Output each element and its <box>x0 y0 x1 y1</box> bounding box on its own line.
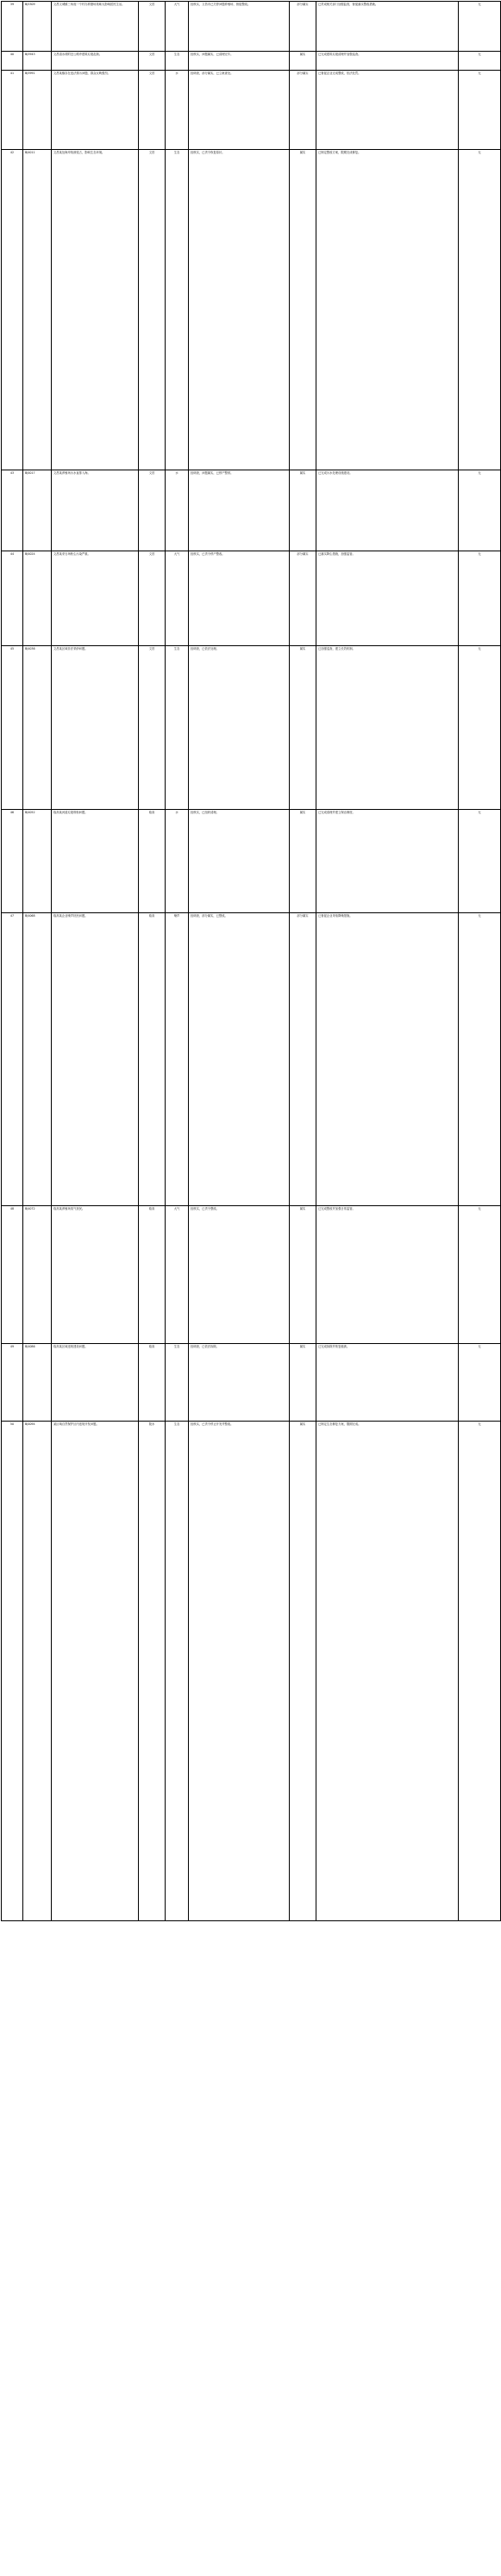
pollution-type: 噪声 <box>173 914 180 918</box>
district: 临高 <box>148 914 155 918</box>
district: 陵水 <box>148 1422 155 1426</box>
district-cell <box>139 1422 166 1921</box>
case-id-cell <box>23 646 52 810</box>
investigation-result: 经调查，问题属实，已停产整顿。 <box>191 471 234 475</box>
district: 文昌 <box>148 151 155 154</box>
pollution-type-cell <box>166 71 189 150</box>
accountability: 无 <box>478 914 481 918</box>
accountability: 无 <box>478 811 481 814</box>
verification-status: 属实 <box>299 471 306 475</box>
table-row <box>2 1422 501 1921</box>
pollution-type-cell <box>166 1422 189 1921</box>
case-id-cell <box>23 1422 52 1921</box>
investigation-result-cell <box>189 150 290 470</box>
case-id-cell <box>23 150 52 470</box>
table-row <box>2 71 501 150</box>
accountability-cell <box>459 1422 501 1921</box>
rectification-measures-cell <box>316 52 459 71</box>
complaint-table <box>1 1 501 1921</box>
table-row <box>2 810 501 913</box>
pollution-type-cell <box>166 646 189 810</box>
verification-status-cell <box>290 551 316 646</box>
rectification-measures-cell <box>316 646 459 810</box>
pollution-type: 生态 <box>173 151 180 154</box>
accountability-cell <box>459 913 501 1206</box>
pollution-type: 水 <box>175 471 178 475</box>
case-id-cell <box>23 71 52 150</box>
case-id: BJ4017 <box>25 471 35 475</box>
row-number-cell <box>2 71 23 150</box>
investigation-result: 经核实，已组织清理。 <box>191 811 219 814</box>
case-id-cell <box>23 1344 52 1422</box>
complaint-description: 文昌文城镇三角庭一个村办养猪场臭味大影响居民生活。 <box>53 3 125 6</box>
row-number: 43 <box>9 471 15 475</box>
rectification-measures-cell <box>316 470 459 551</box>
case-id: BJ3943 <box>25 53 35 56</box>
verification-status: 部分属实 <box>297 552 309 556</box>
table-row <box>2 1344 501 1422</box>
row-number-cell <box>2 913 23 1206</box>
accountability-cell <box>459 470 501 551</box>
case-id-cell <box>23 2 52 52</box>
rectification-measures: 已落实降尘措施，加强监管。 <box>318 552 355 556</box>
case-id: BJ4024 <box>25 552 35 556</box>
row-number: 50 <box>9 1422 15 1426</box>
rectification-measures-cell <box>316 1344 459 1422</box>
case-id-cell <box>23 52 52 71</box>
pollution-type: 生态 <box>173 1422 180 1426</box>
verification-status: 部分属实 <box>297 3 309 6</box>
district-cell <box>139 1344 166 1422</box>
investigation-result-cell <box>189 2 290 52</box>
case-id-cell <box>23 551 52 646</box>
rectification-measures: 已完成整改并加强日常监管。 <box>318 1207 355 1210</box>
complaint-description-cell <box>52 810 139 913</box>
pollution-type-cell <box>166 150 189 470</box>
rectification-measures-cell <box>316 1206 459 1344</box>
rectification-measures: 已完成清理并建立保洁制度。 <box>318 811 355 814</box>
table-row <box>2 470 501 551</box>
complaint-description-cell <box>52 551 139 646</box>
complaint-description-cell <box>52 1344 139 1422</box>
complaint-description: 临高某河道垃圾堆积问题。 <box>53 811 88 814</box>
table-row <box>2 913 501 1206</box>
verification-status-cell <box>290 1206 316 1344</box>
verification-status: 属实 <box>299 647 306 650</box>
row-number-cell <box>2 551 23 646</box>
investigation-result: 经核实，已责令停产整改。 <box>191 552 225 556</box>
case-id: BJ4068 <box>25 914 35 918</box>
investigation-result-cell <box>189 551 290 646</box>
accountability-cell <box>459 1206 501 1344</box>
rectification-measures-cell <box>316 913 459 1206</box>
district-cell <box>139 551 166 646</box>
district-cell <box>139 646 166 810</box>
investigation-result: 经核实，文昌市已关停问题养殖场，督促整改。 <box>191 3 251 6</box>
complaint-description-cell <box>52 470 139 551</box>
case-id: BJ3991 <box>25 72 35 75</box>
verification-status-cell <box>290 646 316 810</box>
report-sheet <box>0 1 481 2576</box>
accountability-cell <box>459 150 501 470</box>
table-row <box>2 1206 501 1344</box>
accountability-cell <box>459 1344 501 1422</box>
verification-status-cell <box>290 1344 316 1422</box>
verification-status-cell <box>290 71 316 150</box>
investigation-result: 经核实，问题属实，已清理完毕。 <box>191 53 234 56</box>
district: 文昌 <box>148 471 155 475</box>
district: 临高 <box>148 1207 155 1210</box>
row-number-cell <box>2 1422 23 1921</box>
accountability-cell <box>459 71 501 150</box>
accountability-cell <box>459 52 501 71</box>
rectification-measures: 已完成拆除并恢复植被。 <box>318 1345 350 1348</box>
row-number-cell <box>2 810 23 913</box>
row-number-cell <box>2 646 23 810</box>
pollution-type-cell <box>166 2 189 52</box>
verification-status: 部分属实 <box>297 72 309 75</box>
verification-status: 属实 <box>299 1422 306 1426</box>
investigation-result: 经核实，已责令恢复原状。 <box>191 151 225 154</box>
rectification-measures: 已责成相关部门加强监管，督促落实整改措施。 <box>318 3 379 6</box>
investigation-result-cell <box>189 1206 290 1344</box>
table-row <box>2 52 501 71</box>
investigation-result-cell <box>189 52 290 71</box>
table-row <box>2 2 501 52</box>
complaint-description-cell <box>52 913 139 1206</box>
verification-status: 属实 <box>299 1345 306 1348</box>
pollution-type: 水 <box>175 811 178 814</box>
pollution-type-cell <box>166 470 189 551</box>
case-id: BJ4011 <box>25 151 35 154</box>
complaint-description: 文昌某区域非法采砂问题。 <box>53 647 88 650</box>
table-row <box>2 646 501 810</box>
pollution-type: 水 <box>175 72 178 75</box>
district-cell <box>139 150 166 470</box>
accountability: 无 <box>478 1345 481 1348</box>
verification-status-cell <box>290 150 316 470</box>
rectification-measures: 已制定整改方案，限期完成修复。 <box>318 151 361 154</box>
case-id: BJ4086 <box>25 1345 35 1348</box>
investigation-result-cell <box>189 646 290 810</box>
complaint-description: 文昌某镇存在违法排污问题，群众反映强烈。 <box>53 72 110 75</box>
row-number: 46 <box>9 811 15 814</box>
pollution-type: 大气 <box>173 552 180 556</box>
accountability-cell <box>459 2 501 52</box>
district-cell <box>139 2 166 52</box>
verification-status-cell <box>290 913 316 1206</box>
investigation-result: 经核实，已责令停止开发并整改。 <box>191 1422 234 1426</box>
district: 文昌 <box>148 647 155 650</box>
table-row <box>2 150 501 470</box>
district-cell <box>139 1206 166 1344</box>
row-number: 49 <box>9 1345 15 1348</box>
complaint-table-body <box>2 2 501 1921</box>
rectification-measures: 已督促企业采取降噪措施。 <box>318 914 353 918</box>
pollution-type-cell <box>166 52 189 71</box>
rectification-measures-cell <box>316 2 459 52</box>
rectification-measures-cell <box>316 71 459 150</box>
district: 文昌 <box>148 552 155 556</box>
case-id-cell <box>23 470 52 551</box>
pollution-type-cell <box>166 1206 189 1344</box>
rectification-measures-cell <box>316 551 459 646</box>
investigation-result-cell <box>189 810 290 913</box>
complaint-description-cell <box>52 2 139 52</box>
pollution-type-cell <box>166 810 189 913</box>
investigation-result-cell <box>189 1344 290 1422</box>
accountability-cell <box>459 551 501 646</box>
verification-status: 属实 <box>299 811 306 814</box>
complaint-description-cell <box>52 646 139 810</box>
complaint-description: 临高某企业噪声扰民问题。 <box>53 914 88 918</box>
row-number: 47 <box>9 914 15 918</box>
row-number: 42 <box>9 151 15 154</box>
verification-status: 属实 <box>299 53 306 56</box>
pollution-type: 生态 <box>173 647 180 650</box>
rectification-measures: 已完成建筑垃圾清理并加强巡查。 <box>318 53 361 56</box>
case-id-cell <box>23 1206 52 1344</box>
accountability: 无 <box>478 3 481 6</box>
pollution-type: 生态 <box>173 1345 180 1348</box>
case-id: BJ4052 <box>25 811 35 814</box>
district: 文昌 <box>148 53 155 56</box>
accountability: 无 <box>478 72 481 75</box>
complaint-description: 临高某养殖场臭气扰民。 <box>53 1207 85 1210</box>
district: 文昌 <box>148 72 155 75</box>
accountability: 无 <box>478 53 481 56</box>
investigation-result: 经调查，已依法处理。 <box>191 647 219 650</box>
complaint-description: 文昌某养殖场污水直排入海。 <box>53 471 91 475</box>
verification-status-cell <box>290 52 316 71</box>
accountability: 无 <box>478 151 481 154</box>
verification-status: 属实 <box>299 151 306 154</box>
case-id: BJ4036 <box>25 647 35 650</box>
accountability: 无 <box>478 471 481 475</box>
complaint-description: 文昌某处海岸线被侵占，影响生态环境。 <box>53 151 105 154</box>
complaint-description-cell <box>52 150 139 470</box>
row-number-cell <box>2 1344 23 1422</box>
verification-status-cell <box>290 470 316 551</box>
accountability: 无 <box>478 1207 481 1210</box>
complaint-description: 某区域自然保护区内违规开发问题。 <box>53 1422 99 1426</box>
district-cell <box>139 913 166 1206</box>
investigation-result-cell <box>189 913 290 1206</box>
pollution-type-cell <box>166 913 189 1206</box>
complaint-description: 文昌清水湾附近公路旁建筑垃圾乱倒。 <box>53 53 103 56</box>
accountability: 无 <box>478 1422 481 1426</box>
case-id: BJ3309 <box>25 3 35 6</box>
case-id-cell <box>23 810 52 913</box>
pollution-type: 大气 <box>173 1207 180 1210</box>
district: 临高 <box>148 811 155 814</box>
row-number-cell <box>2 52 23 71</box>
pollution-type-cell <box>166 1344 189 1422</box>
district: 文昌 <box>148 3 155 6</box>
rectification-measures: 已督促企业完成整改，依法处罚。 <box>318 72 361 75</box>
rectification-measures: 已加强巡查，建立长效机制。 <box>318 647 355 650</box>
investigation-result: 经调查，已依法拆除。 <box>191 1345 219 1348</box>
district-cell <box>139 810 166 913</box>
accountability-cell <box>459 646 501 810</box>
row-number: 39 <box>9 3 15 6</box>
pollution-type: 生态 <box>173 53 180 56</box>
investigation-result: 经调查，部分属实，已立案查处。 <box>191 72 234 75</box>
accountability: 无 <box>478 552 481 556</box>
rectification-measures: 已制定生态修复方案，限期完成。 <box>318 1422 361 1426</box>
verification-status: 属实 <box>299 1207 306 1210</box>
accountability-cell <box>459 810 501 913</box>
case-id-cell <box>23 913 52 1206</box>
investigation-result-cell <box>189 470 290 551</box>
row-number: 45 <box>9 647 15 650</box>
investigation-result: 经调查，部分属实，已整改。 <box>191 914 228 918</box>
investigation-result-cell <box>189 1422 290 1921</box>
rectification-measures-cell <box>316 150 459 470</box>
district-cell <box>139 470 166 551</box>
verification-status-cell <box>290 2 316 52</box>
rectification-measures: 已完成污水处理设施建设。 <box>318 471 353 475</box>
row-number-cell <box>2 150 23 470</box>
complaint-description-cell <box>52 1206 139 1344</box>
complaint-description-cell <box>52 71 139 150</box>
pollution-type: 大气 <box>173 3 180 6</box>
table-row <box>2 551 501 646</box>
complaint-description-cell <box>52 1422 139 1921</box>
verification-status-cell <box>290 1422 316 1921</box>
complaint-description-cell <box>52 52 139 71</box>
pollution-type-cell <box>166 551 189 646</box>
investigation-result: 经核实，已责令整改。 <box>191 1207 219 1210</box>
row-number-cell <box>2 1206 23 1344</box>
row-number: 40 <box>9 53 15 56</box>
accountability: 无 <box>478 647 481 650</box>
investigation-result-cell <box>189 71 290 150</box>
complaint-description: 文昌某采石场粉尘污染严重。 <box>53 552 91 556</box>
row-number-cell <box>2 470 23 551</box>
complaint-description: 临高某区域违规建设问题。 <box>53 1345 88 1348</box>
row-number: 41 <box>9 72 15 75</box>
district-cell <box>139 52 166 71</box>
case-id: BJ4072 <box>25 1207 35 1210</box>
rectification-measures-cell <box>316 1422 459 1921</box>
district: 临高 <box>148 1345 155 1348</box>
row-number: 44 <box>9 552 15 556</box>
verification-status-cell <box>290 810 316 913</box>
row-number-cell <box>2 2 23 52</box>
case-id: BJ4094 <box>25 1422 35 1426</box>
rectification-measures-cell <box>316 810 459 913</box>
verification-status: 部分属实 <box>297 914 309 918</box>
district-cell <box>139 71 166 150</box>
row-number: 48 <box>9 1207 15 1210</box>
